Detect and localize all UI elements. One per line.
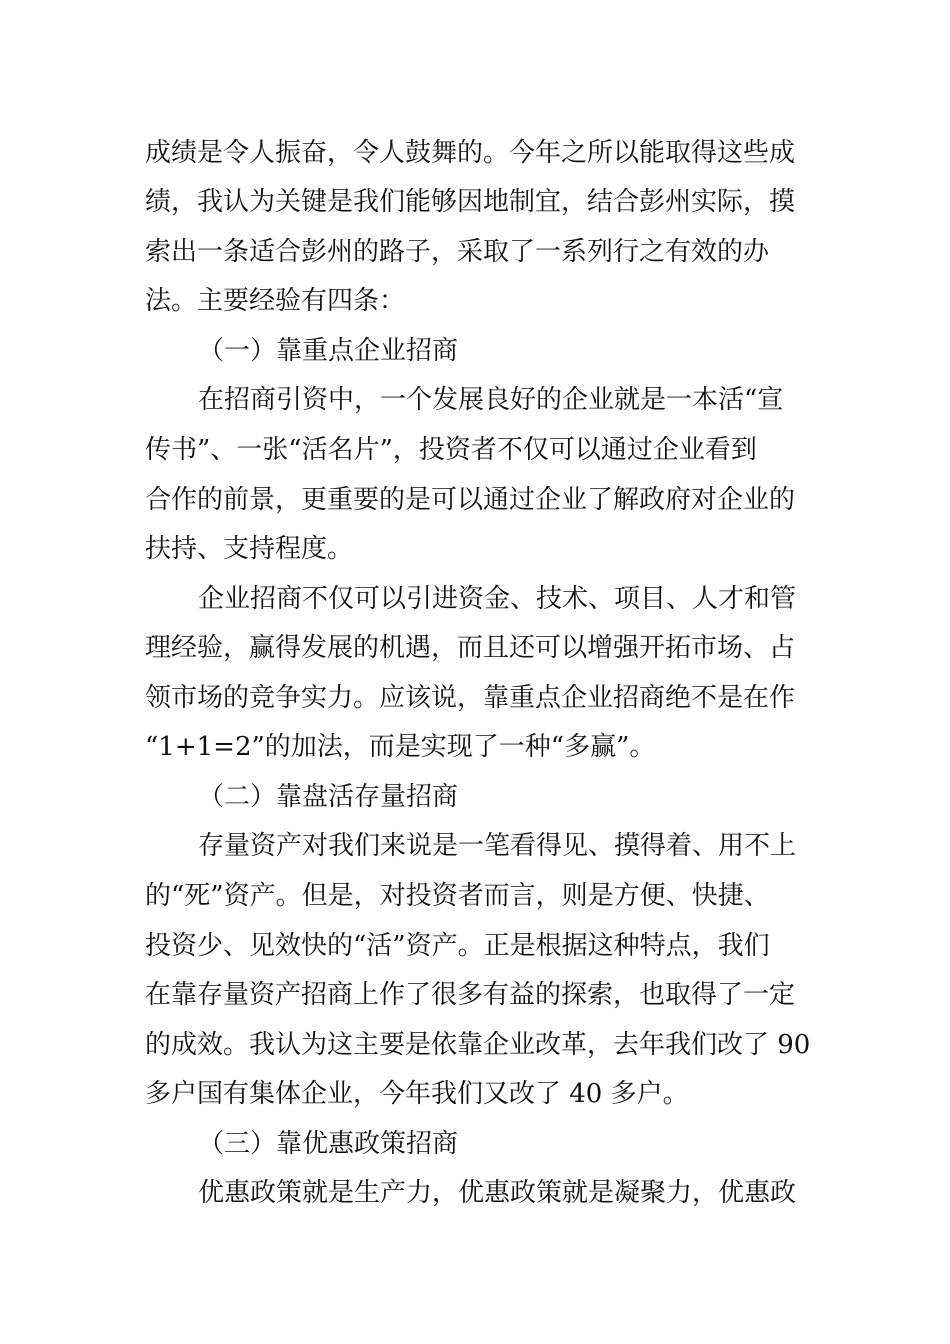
paragraph-line: 存量资产对我们来说是一笔看得见、摸得着、用不上	[198, 831, 797, 861]
paragraph-line: 在招商引资中，一个发展良好的企业就是一本活“宣	[198, 385, 784, 415]
paragraph-line: 法。主要经验有四条：	[145, 286, 406, 316]
paragraph-line: 传书”、一张“活名片”，投资者不仅可以通过企业看到	[145, 435, 757, 465]
paragraph-line: 领市场的竞争实力。应该说，靠重点企业招商绝不是在作	[145, 683, 796, 713]
paragraph-line: 优惠政策就是生产力，优惠政策就是凝聚力，优惠政	[198, 1178, 797, 1208]
paragraph-line: 扶持、支持程度。	[145, 534, 354, 564]
paragraph-line: 合作的前景，更重要的是可以通过企业了解政府对企业的	[145, 485, 796, 515]
paragraph-line: 企业招商不仅可以引进资金、技术、项目、人才和管	[198, 584, 797, 614]
section-heading-3: （三）靠优惠政策招商	[198, 1129, 459, 1159]
paragraph-line: 在靠存量资产招商上作了很多有益的探索，也取得了一定	[145, 980, 796, 1010]
paragraph-line: 绩，我认为关键是我们能够因地制宜，结合彭州实际，摸	[145, 187, 796, 217]
paragraph-line: 多户国有集体企业，今年我们又改了 40 多户。	[145, 1079, 689, 1109]
paragraph-line: 成绩是令人振奋，令人鼓舞的。今年之所以能取得这些成	[145, 138, 796, 168]
paragraph-line: 的“死”资产。但是，对投资者而言，则是方便、快捷、	[145, 881, 770, 911]
paragraph-line: 投资少、见效快的“活”资产。正是根据这种特点，我们	[145, 931, 770, 961]
paragraph-line: 理经验，赢得发展的机遇，而且还可以增强开拓市场、占	[145, 633, 796, 663]
section-heading-2: （二）靠盘活存量招商	[198, 782, 459, 812]
paragraph-line: 索出一条适合彭州的路子，采取了一系列行之有效的办	[145, 237, 770, 267]
paragraph-line: “1+1=2”的加法，而是实现了一种“多赢”。	[145, 732, 656, 762]
section-heading-1: （一）靠重点企业招商	[198, 336, 459, 366]
paragraph-line: 的成效。我认为这主要是依靠企业改革，去年我们改了 90	[145, 1030, 811, 1060]
